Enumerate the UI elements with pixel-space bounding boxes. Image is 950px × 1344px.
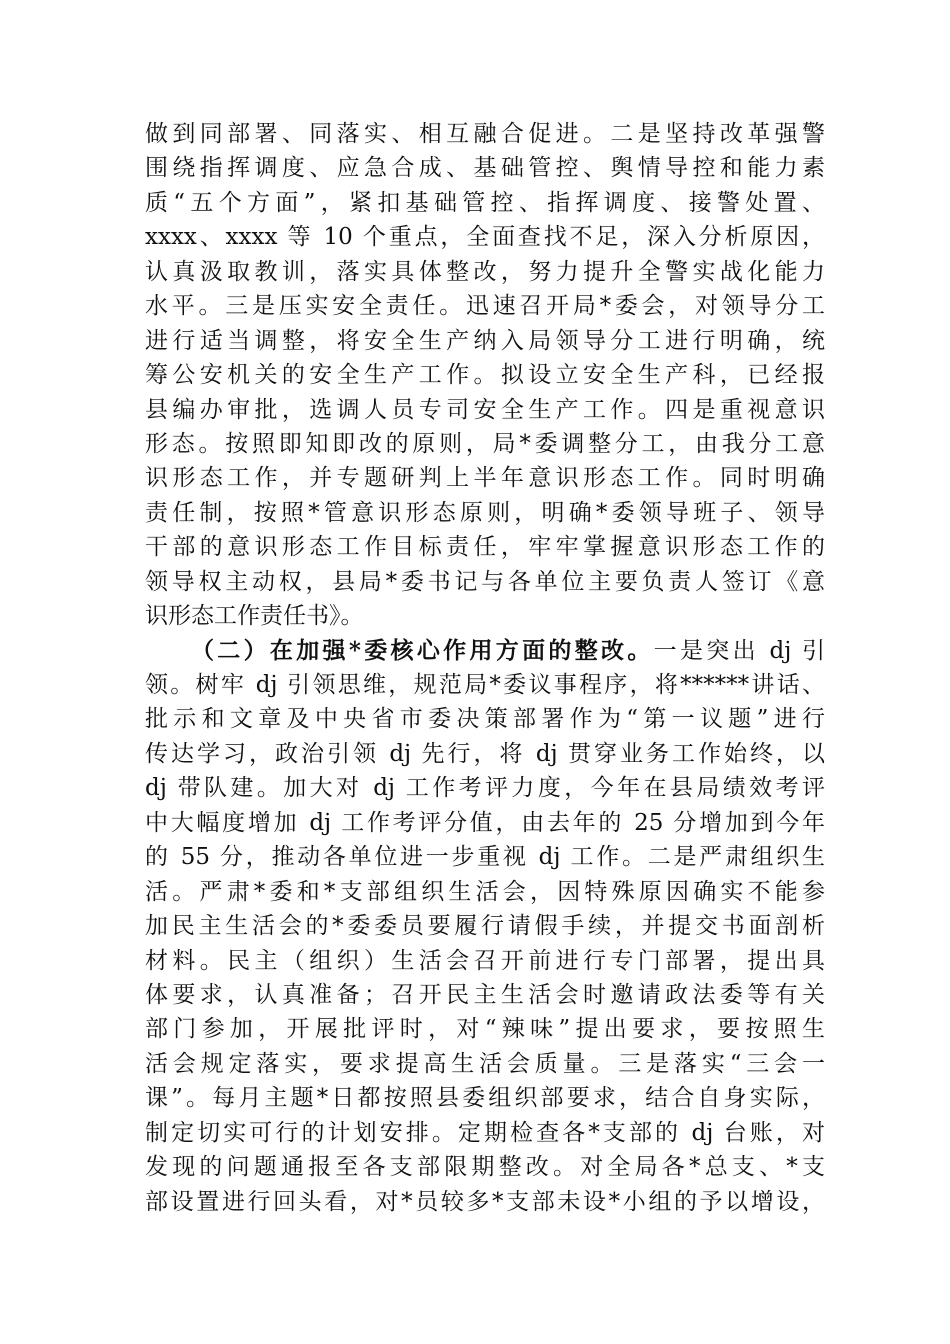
- paragraph-line: 领导权主动权，县局*委书记与各单位主要负责人签订《意: [145, 568, 825, 595]
- paragraph-line: 制定切实可行的计划安排。定期检查各*支部的 dj 台账，对: [145, 1119, 825, 1146]
- document-body: [145, 117, 825, 1219]
- paragraph-line: 识形态工作责任书》。: [145, 603, 364, 630]
- paragraph-line: 筹公安机关的安全生产工作。拟设立安全生产科，已经报: [145, 362, 825, 389]
- paragraph-line: 做到同部署、同落实、相互融合促进。二是坚持改革强警: [145, 121, 825, 147]
- paragraph-line: 水平。三是压实安全责任。迅速召开局*委会，对领导分工: [145, 293, 825, 320]
- paragraph-line: dj 带队建。加大对 dj 工作考评力度，今年在县局绩效考评: [145, 775, 825, 802]
- paragraph-line: 发现的问题通报至各支部限期整改。对全局各*总支、*支: [145, 1154, 825, 1181]
- paragraph-line: 进行适当调整，将安全生产纳入局领导分工进行明确，统: [145, 327, 825, 354]
- paragraph-line: 部设置进行回头看，对*员较多*支部未设*小组的予以增设，: [145, 1188, 825, 1215]
- paragraph-line: 课”。每月主题*日都按照县委组织部要求，结合自身实际，: [145, 1085, 825, 1112]
- paragraph-line: 县编办审批，选调人员专司安全生产工作。四是重视意识: [145, 396, 825, 423]
- section-heading-tail: 一是突出 dj 引: [653, 637, 826, 664]
- paragraph-line: 领。树牢 dj 引领思维，规范局*委议事程序，将******讲话、: [145, 672, 825, 698]
- paragraph-line: xxxx、xxxx 等 10 个重点，全面查找不足，深入分析原因，: [145, 224, 825, 251]
- paragraph-line: 活会规定落实，要求提高生活会质量。三是落实“三会一: [145, 1050, 825, 1077]
- section-heading: （二）在加强*委核心作用方面的整改。: [191, 636, 654, 664]
- paragraph-line: 批示和文章及中央省市委决策部署作为“第一议题”进行: [145, 706, 825, 733]
- paragraph-line: 认真汲取教训，落实具体整改，努力提升全警实战化能力: [145, 258, 825, 285]
- paragraph-line: 质“五个方面”，紧扣基础管控、指挥调度、接警处置、: [145, 189, 825, 216]
- paragraph-line: 责任制，按照*管意识形态原则，明确*委领导班子、领导: [145, 499, 825, 526]
- paragraph-line: 部门参加，开展批评时，对“辣味”提出要求，要按照生: [145, 1016, 825, 1043]
- paragraph-line: 识形态工作，并专题研判上半年意识形态工作。同时明确: [145, 465, 825, 492]
- paragraph-line: 活。严肃*委和*支部组织生活会，因特殊原因确实不能参: [145, 878, 825, 905]
- paragraph-line: 中大幅度增加 dj 工作考评分值，由去年的 25 分增加到今年: [145, 809, 825, 836]
- paragraph-line: 传达学习，政治引领 dj 先行，将 dj 贯穿业务工作始终，以: [145, 740, 825, 767]
- section-heading-line: [145, 634, 825, 668]
- paragraph-line: 形态。按照即知即改的原则，局*委调整分工，由我分工意: [145, 430, 825, 457]
- paragraph-line: 干部的意识形态工作目标责任，牢牢掌握意识形态工作的: [145, 534, 825, 561]
- paragraph-line: 加民主生活会的*委委员要履行请假手续，并提交书面剖析: [145, 913, 825, 940]
- paragraph-line: 材料。民主（组织）生活会召开前进行专门部署，提出具: [145, 947, 825, 974]
- paragraph-line: 体要求，认真准备；召开民主生活会时邀请政法委等有关: [145, 981, 825, 1008]
- paragraph-line: 围绕指挥调度、应急合成、基础管控、舆情导控和能力素: [145, 155, 825, 182]
- paragraph-line: 的 55 分，推动各单位进一步重视 dj 工作。二是严肃组织生: [145, 844, 825, 871]
